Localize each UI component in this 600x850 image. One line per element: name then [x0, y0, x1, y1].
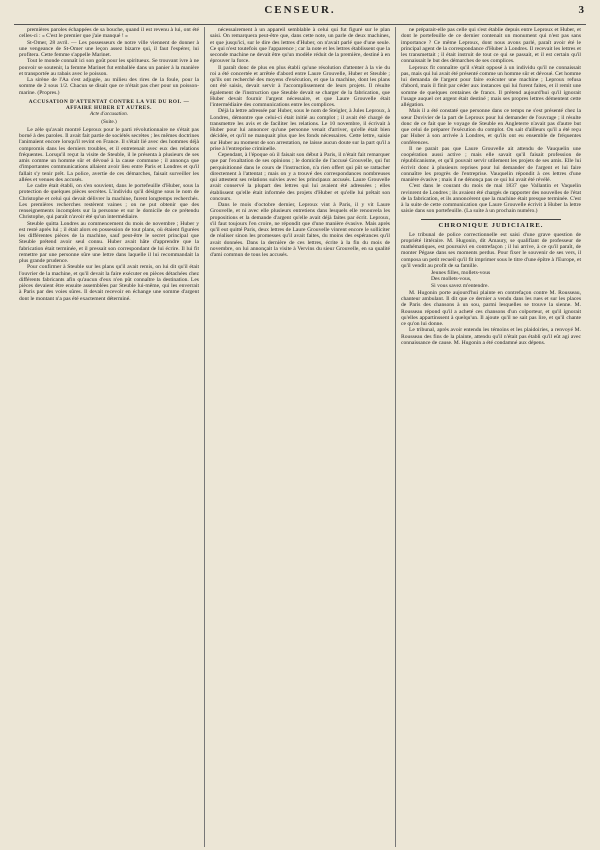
section-subtitle: Acte d'accusation.	[90, 110, 128, 117]
column-2	[204, 27, 395, 847]
verse-quote: Jeunes filles, mollets-vous Des mollets-vous, Si vous savez m'entendre.	[431, 270, 491, 289]
paragraph: Il paraît donc de plus en plus établi qu'une résolution d'attenter à la vie du roi a été concertée et arrêtée d'abord entre Laure Grouvelle, Huber et Steuble ; qu'ils ont recherché des moyens d'exécution, et que la machine, dont les plans ont été saisis, devait servir à l'accomplissement de leurs projets. Il résulte également de l'instruction que Steuble devait se charger de la fabrication, que Huber devait fournir l'argent nécessaire, et que Laure Grouvelle était l'intermédiaire des communications entre les complices.	[210, 64, 390, 108]
chronicle-title: CHRONIQUE JUDICIAIRE.	[438, 221, 544, 229]
paragraph: Le zèle qu'avait montré Leproux pour le parti révolutionnaire ne s'était pas borné à des paroles. Il avait fait partie de sociétés secrètes ; les mêmes doctrines l'animaient encore lorsqu'il revint en France. Il s'était lié avec des hommes déjà compromis dans les derniers troubles, et il entretenait avec eux des relations fréquentes. Lorsqu'il reçut la visite de Steuble, il le présenta à plusieurs de ses amis comme un homme sûr et dévoué à la cause commune ; il annonça que d'importantes communications allaient avoir lieu entre Paris et Londres et qu'il fallait s'y tenir prêt. La police, avertie de ces démarches, faisait surveiller les allées et venues des accusés.	[19, 126, 199, 183]
paragraph: Dans le mois d'octobre dernier, Leproux vint à Paris, il y vit Laure Grouvelle, et ni avec elle plusieurs entretiens dans lesquels elle renouvela les propositions et la demande d'argent qu'elle avait déjà faites par écrit. Leproux, s'il faut toujours l'en croire, ne répondit que d'une manière évasive. Mais après qu'il eut quitté Paris, deux lettres de Laure Grouvelle vinrent encore le solliciter de réaliser sinon les promesses qu'il avait faites, du moins des espérances qu'il avait données. Dans la dernière de ces lettres, écrite à la fin du mois de novembre, on lui annonçait la visite à Vervins du sieur Grouvelle, en sa qualité d'ami commun de tous les accusés.	[210, 202, 390, 258]
paragraph: Cependant, à l'époque où il faisait son début à Paris, il n'était fait remarquer que par l'exaltation de ses opinions ; le domicile de l'accusé Grouvelle, qui fut perquisitionné dans le cours de l'instruction, n'a rien offert qui pût se rattacher directement à l'attentat ; mais on y a trouvé des correspondances nombreuses qui attestent ses relations suivies avec les principaux accusés. Laure Grouvelle avait conservé la plupart des lettres qui lui avaient été adressées ; elles établissent qu'elle était informée des projets d'Huber et qu'elle lui prêtait son concours.	[210, 152, 390, 202]
paragraph: Mais il a été constaté que personne dans ce temps ne s'est présenté chez la sœur Duvivier de la part de Leproux pour lui demander de l'ouvrage ; il résulte donc de ce fait que le voyage de Steuble en Angleterre n'avait pas d'autre but que celui de préparer l'exécution du complot. On sait d'ailleurs qu'il a été reçu par Huber à son arrivée à Londres, et qu'ils ont eu ensemble de fréquentes conférences.	[401, 108, 581, 146]
paragraph: ne préparait-elle pas celle qui s'est établie depuis entre Leproux et Huber, et dont le portefeuille de ce dernier contenait un monument qui n'est pas sans importance ? Ce même Leproux, dont nous avons parlé, paraît avoir été le principal agent de la correspondance d'Huber à Londres. Il recevait les lettres et les transmettait ; il était instruit de tout ce qui se passait, et il est certain qu'il connaissait le but des démarches de ses complices.	[401, 27, 581, 65]
paragraph: Leproux fit connaître qu'il s'était opposé à un individu qu'il ne connaissait pas, mais qui lui avait été présenté comme un homme sûr et dévoué. Cet homme lui demanda de l'argent pour faire exécuter une machine ; Leproux refusa d'abord, mais il finit par céder aux instances qui lui furent faites, et il remit une somme de quelques centaines de francs. Il prétend aujourd'hui qu'il ignorait l'usage auquel cet argent était destiné ; mais ses propres lettres démentent cette allégation.	[401, 64, 581, 108]
section-suite: (Suite.)	[101, 118, 117, 125]
paragraph: La sirène de l'Aa s'est adjugée, au milieu des rires de la foule, pour la somme de 2 sous 1/2. Chacun se disait que ce n'était pas cher pour un poisson-marine. (Propres.)	[19, 77, 199, 96]
section-title: ACCUSATION D'ATTENTAT CONTRE LA VIE DU ROI. — AFFAIRE HUBER ET AUTRES.	[28, 98, 190, 111]
column-1	[14, 27, 204, 847]
page-title: CENSEUR.	[264, 4, 336, 16]
paragraph: Le cadre était établi, on s'en souvient, dans le portefeuille d'Huber, sous la protection de quelques pièces secrètes. L'individu qu'il désigne sous le nom de Christophe et celui qui devait délivrer la machine, furent longtemps recherchés. Les premières recherches restèrent vaines ; on ne put obtenir que des renseignements incomplets sur la personne et sur le domicile de ce prétendu Christophe, qui paraît n'avoir été qu'un intermédiaire.	[19, 183, 199, 221]
paragraph: Pour confirmer à Steuble sur les plans qu'il avait remis, on lui dit qu'il était l'ouvrier de la machine, et qu'il devait la faire exécuter en pièces détachées chez différents fabricants afin qu'aucun d'eux n'en pût connaître la destination. Les pièces devaient être ensuite assemblées par Steuble lui-même, qui les enverrait à Paris par des voies sûres. Il devait recevoir en échange une somme d'argent dont le montant n'a pas été exactement déterminé.	[19, 264, 199, 302]
paragraph: Steuble quitta Londres au commencement du mois de novembre ; Huber y est resté après lui ; il était alors en possession de tout plans, où étaient figurées les différentes pièces de la machine, sauf peut-être le secret principal que Steuble prétend avoir seul connu. Huber avait hâte d'apprendre que la fabrication était terminée, et il pressait son correspondant de lui écrire. Il lui fit remettre par une personne sûre une lettre dans laquelle il lui recommandait la plus grande prudence.	[19, 220, 199, 264]
paragraph: nécessairement à un appareil semblable à celui qui fut figuré sur le plan saisi. On remarquera peut-être que, dans cette note, un parle de deux machines, et que jusqu'ici, sur le dire des lettres d'Huber, on n'avait parlé que d'une seule. Ce qui n'est toutefois que l'apparence ; car la note et les lettres établissent que la seconde machine ne devait être qu'un modèle réduit de la première, destiné à en éprouver la force.	[210, 27, 390, 65]
paragraph: Le tribunal, après avoir entendu les témoins et les plaidoiries, a renvoyé M. Rousseau des fins de la plainte, attendu qu'il n'était pas établi qu'il eût agi avec connaissance de cause. M. Hugonin a été condamné aux dépens.	[401, 327, 581, 346]
paragraph: Le tribunal de police correctionnelle est saisi d'une grave question de propriété littéraire. M. Hugonin, dit Amaury, se qualifiant de professeur de mathématiques, est poursuivi en contrefaçon ; il lui arrive, à ce qu'il paraît, de monter Pégase dans ses moments perdus. Pour fixer le souvenir de ses vers, il composa un petit recueil qu'il fit imprimer sous le titre d'une épître à l'Europe, et qu'il vendit au profit de sa famille.	[401, 231, 581, 269]
paragraph: St-Omer, 28 avril. — Les possesseurs de notre ville viennent de donner à une vengeance de St-Omer une leçon assez bizarre qui, il faut l'espérer, lui profitera. Cette femme s'appelle Marinet.	[19, 39, 199, 58]
page-header	[14, 0, 586, 25]
paragraph: Tout le monde connaît ici son goût pour les spiritueux. Se trouvant ivre à ne pouvoir se soutenir, la femme Marinet fut emballée dans un panier à la manière et transportée au rabais avec le poisson.	[19, 58, 199, 77]
paragraph: Il ne parait pas que Laure Grouvelle ait attendu de Vauquelin une coopération aussi active ; mais elle savait qu'il faisait profession de républicanisme, et qu'il pouvait servir utilement les projets de ses amis. Elle lui écrivit donc à plusieurs reprises pour lui demander de l'argent et lui faire connaître les progrès de l'entreprise. Vauquelin répondit à ces lettres d'une manière évasive ; mais il ne dénonça pas ce qui lui avait été révélé.	[401, 145, 581, 183]
paragraph: premières paroles échappées de sa bouche, quand il est revenu à lui, ont été celles-ci : « C'est le premier que j'aie manqué ! »	[19, 27, 199, 40]
columns	[14, 27, 586, 847]
column-3	[395, 27, 586, 847]
paragraph: Déjà la lettre adressée par Huber, sous le nom de Steigler, à Jules Leproux, à Londres, démontre que celui-ci était initié au complot ; il avait été chargé de transmettre les avis et de faciliter les relations. Le 10 novembre, il écrivait à Huber pour lui annoncer qu'une personne venait d'arriver, qu'elle était bien décidée, et qu'il ne manquait plus que les fonds nécessaires. Cette lettre, saisie sur Huber au moment de son arrestation, ne laisse aucun doute sur la part qu'il a prise à l'entreprise criminelle.	[210, 108, 390, 152]
page-number: 3	[578, 4, 584, 16]
paragraph: C'est dans le courant du mois de mai 1837 que Vallantin et Vaquelin revinrent de Londres ; ils avaient été chargés de rapporter des nouvelles de l'état de la fabrication, et ils annoncèrent que la machine était presque terminée. C'est à la suite de cette communication que Laure Grouvelle écrivit à Huber la lettre saisie dans son portefeuille. (La suite à un prochain numéro.)	[401, 183, 581, 215]
section-divider	[421, 219, 561, 220]
paragraph: M. Hugonin porte aujourd'hui plainte en contrefaçon contre M. Rousseau, chanteur ambulant. Il dit que ce dernier a vendu dans les rues et sur les places de Paris des chansons à un sou, parmi lesquelles se trouve la sienne. M. Rousseau répond qu'il a acheté ces chansons d'un colporteur, et qu'il ignorait qu'elles appartinssent à quelqu'un. Il ajoute qu'il ne sait pas lire, et qu'il chante ce qu'on lui donne.	[401, 289, 581, 327]
